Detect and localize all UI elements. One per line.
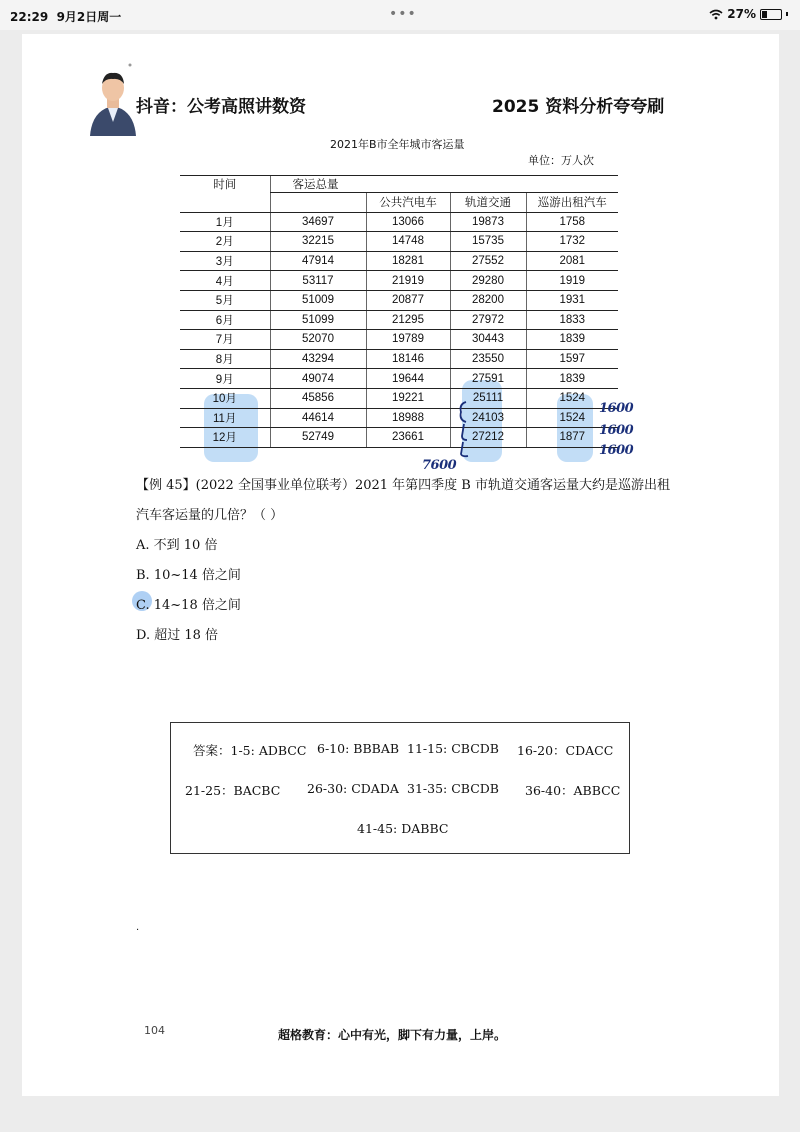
cell-taxi: 1931 bbox=[526, 290, 618, 310]
battery-icon bbox=[760, 9, 782, 20]
answer-41-45: 41-45: DABBC bbox=[357, 821, 449, 836]
table-row bbox=[180, 290, 618, 310]
handwriting-bracket bbox=[458, 400, 470, 458]
cell-total: 34697 bbox=[270, 212, 366, 232]
cell-month: 2月 bbox=[180, 232, 270, 252]
cell-total: 51009 bbox=[270, 290, 366, 310]
table-row bbox=[180, 408, 618, 428]
header-rail: 轨道交通 bbox=[450, 193, 526, 213]
cell-month: 9月 bbox=[180, 369, 270, 389]
cell-rail: 25111 bbox=[450, 388, 526, 408]
cell-month: 11月 bbox=[180, 408, 270, 428]
data-table bbox=[180, 175, 618, 448]
cell-taxi: 1919 bbox=[526, 271, 618, 291]
header-left: 抖音：公考高照讲数资 bbox=[136, 97, 306, 117]
cell-taxi: 1597 bbox=[526, 349, 618, 369]
cell-total: 49074 bbox=[270, 369, 366, 389]
clock: 22:29 bbox=[10, 10, 49, 24]
date: 9月2日周一 bbox=[56, 10, 122, 24]
header-right: 2025 资料分析夸夸刷 bbox=[492, 97, 665, 117]
cell-taxi: 1877 bbox=[526, 428, 618, 448]
answer-6-10: 6-10: BBBAB bbox=[317, 741, 400, 756]
cell-bus: 21919 bbox=[366, 271, 450, 291]
cell-month: 4月 bbox=[180, 271, 270, 291]
header-total: 客运总量 bbox=[270, 176, 618, 193]
status-right bbox=[709, 7, 788, 21]
cell-total: 52749 bbox=[270, 428, 366, 448]
cell-total: 44614 bbox=[270, 408, 366, 428]
presenter-avatar bbox=[86, 62, 140, 136]
table-row bbox=[180, 251, 618, 271]
cell-bus: 13066 bbox=[366, 212, 450, 232]
cell-rail: 27972 bbox=[450, 310, 526, 330]
cell-total: 51099 bbox=[270, 310, 366, 330]
cell-rail: 27591 bbox=[450, 369, 526, 389]
cell-total: 43294 bbox=[270, 349, 366, 369]
cell-bus: 21295 bbox=[366, 310, 450, 330]
cell-total: 52070 bbox=[270, 330, 366, 350]
option-c[interactable]: C. 14~18 倍之间 bbox=[136, 598, 241, 613]
option-b[interactable]: B. 10~14 倍之间 bbox=[136, 568, 241, 583]
table-row bbox=[180, 369, 618, 389]
table-row bbox=[180, 428, 618, 448]
cell-rail: 29280 bbox=[450, 271, 526, 291]
answer-11-15: 11-15: CBCDB bbox=[407, 741, 499, 756]
cell-rail: 27212 bbox=[450, 428, 526, 448]
handwriting-taxi-nov: 1600 bbox=[599, 423, 634, 438]
table-row bbox=[180, 349, 618, 369]
cell-bus: 19789 bbox=[366, 330, 450, 350]
handwriting-taxi-oct: 1600 bbox=[599, 401, 634, 416]
battery-fill bbox=[762, 11, 767, 18]
handwriting-taxi-dec: 1600 bbox=[599, 443, 634, 458]
header-taxi: 巡游出租汽车 bbox=[526, 193, 618, 213]
table-subheader-row bbox=[180, 193, 618, 213]
handwriting-rail-sum: 7600 bbox=[422, 458, 457, 473]
cell-taxi: 1732 bbox=[526, 232, 618, 252]
cell-total: 45856 bbox=[270, 388, 366, 408]
battery-percent: 27% bbox=[727, 7, 756, 21]
cell-month: 8月 bbox=[180, 349, 270, 369]
cell-taxi: 1839 bbox=[526, 330, 618, 350]
cell-taxi: 1839 bbox=[526, 369, 618, 389]
battery-tip bbox=[786, 12, 788, 16]
table-title: 2021年B市全年城市客运量 bbox=[330, 138, 465, 151]
cell-taxi: 1524 bbox=[526, 408, 618, 428]
cell-total: 32215 bbox=[270, 232, 366, 252]
option-a[interactable]: A. 不到 10 倍 bbox=[136, 538, 218, 553]
cell-month: 5月 bbox=[180, 290, 270, 310]
header-time-blank bbox=[180, 193, 270, 213]
table-row bbox=[180, 271, 618, 291]
cell-bus: 20877 bbox=[366, 290, 450, 310]
answer-31-35: 31-35: CBCDB bbox=[407, 781, 499, 796]
status-bar bbox=[0, 0, 800, 30]
cell-total: 47914 bbox=[270, 251, 366, 271]
more-dots-icon[interactable]: ••• bbox=[389, 6, 417, 22]
cell-month: 12月 bbox=[180, 428, 270, 448]
answer-21-25: 21-25：BACBC bbox=[185, 783, 281, 798]
table-row bbox=[180, 232, 618, 252]
table-header-row bbox=[180, 176, 618, 193]
cell-taxi: 1524 bbox=[526, 388, 618, 408]
answer-16-20: 16-20：CDACC bbox=[517, 743, 614, 758]
table-row bbox=[180, 388, 618, 408]
table-row bbox=[180, 330, 618, 350]
cell-month: 7月 bbox=[180, 330, 270, 350]
cell-month: 3月 bbox=[180, 251, 270, 271]
cell-bus: 18146 bbox=[366, 349, 450, 369]
table-unit: 单位：万人次 bbox=[528, 154, 594, 167]
cell-taxi: 1758 bbox=[526, 212, 618, 232]
cell-month: 6月 bbox=[180, 310, 270, 330]
cell-rail: 30443 bbox=[450, 330, 526, 350]
cell-bus: 14748 bbox=[366, 232, 450, 252]
cell-bus: 19644 bbox=[366, 369, 450, 389]
cell-taxi: 1833 bbox=[526, 310, 618, 330]
status-time bbox=[10, 8, 121, 25]
option-d[interactable]: D. 超过 18 倍 bbox=[136, 628, 219, 643]
question-line-1: 【例 45】(2022 全国事业单位联考）2021 年第四季度 B 市轨道交通客运量大约是巡游出租 bbox=[136, 478, 670, 493]
header-time: 时间 bbox=[180, 176, 270, 193]
answer-key-box bbox=[170, 722, 630, 854]
cell-rail: 23550 bbox=[450, 349, 526, 369]
question-line-2: 汽车客运量的几倍？（ ） bbox=[136, 508, 284, 523]
footer-slogan: 超格教育：心中有光，脚下有力量，上岸。 bbox=[278, 1028, 507, 1042]
answer-26-30: 26-30: CDADA bbox=[307, 781, 399, 796]
cell-rail: 15735 bbox=[450, 232, 526, 252]
cell-rail: 27552 bbox=[450, 251, 526, 271]
document-page bbox=[22, 34, 779, 1096]
stray-dot: . bbox=[136, 922, 140, 933]
cell-bus: 23661 bbox=[366, 428, 450, 448]
cell-bus: 18281 bbox=[366, 251, 450, 271]
answer-36-40: 36-40：ABBCC bbox=[525, 783, 621, 798]
cell-rail: 28200 bbox=[450, 290, 526, 310]
answer-1-5: 答案：1-5: ADBCC bbox=[193, 743, 307, 758]
table-row bbox=[180, 310, 618, 330]
wifi-icon bbox=[709, 9, 723, 20]
cell-month: 10月 bbox=[180, 388, 270, 408]
cell-taxi: 2081 bbox=[526, 251, 618, 271]
cell-month: 1月 bbox=[180, 212, 270, 232]
cell-total: 53117 bbox=[270, 271, 366, 291]
page-number: 104 bbox=[144, 1024, 165, 1037]
header-bus: 公共汽电车 bbox=[366, 193, 450, 213]
header-total-blank bbox=[270, 193, 366, 213]
cell-bus: 18988 bbox=[366, 408, 450, 428]
table-row bbox=[180, 212, 618, 232]
cell-rail: 19873 bbox=[450, 212, 526, 232]
cell-rail: 24103 bbox=[450, 408, 526, 428]
cell-bus: 19221 bbox=[366, 388, 450, 408]
